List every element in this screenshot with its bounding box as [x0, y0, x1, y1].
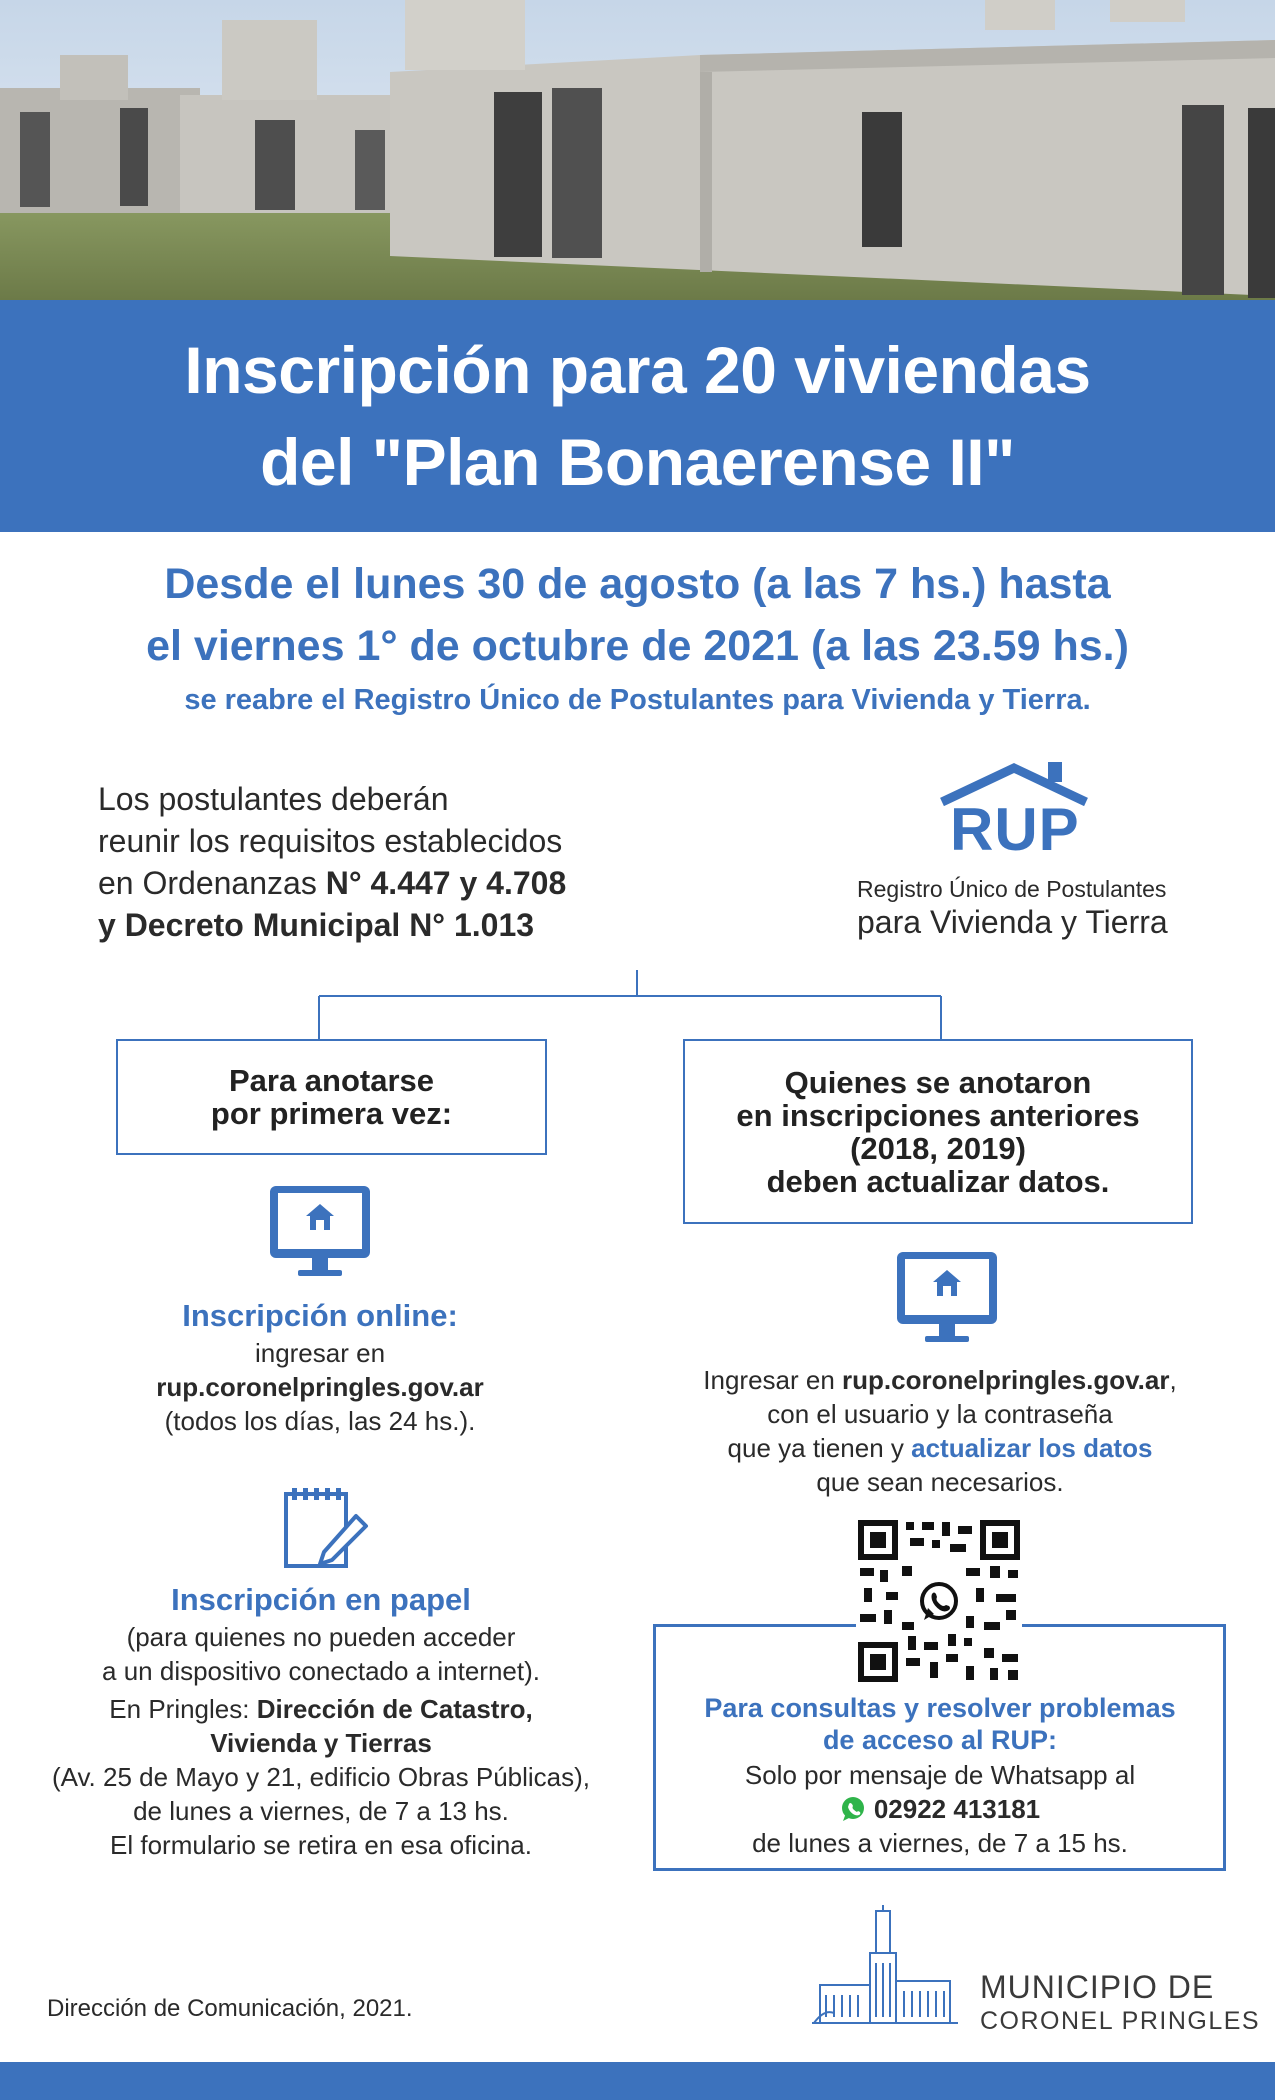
- consult-line-1: Solo por mensaje de Whatsapp al: [744, 1760, 1136, 1790]
- paper-office: Dirección de Catastro,: [256, 1694, 533, 1724]
- municipality-line-2: CORONEL PRINGLES: [980, 2007, 1261, 2035]
- computer-monitor-icon-2: [895, 1250, 999, 1346]
- paper-heading: Inscripción en papel: [171, 1582, 471, 1617]
- municipality-line-1: MUNICIPIO DE: [980, 1969, 1215, 2005]
- online-url-text[interactable]: rup.coronelpringles.gov.ar: [156, 1372, 484, 1402]
- req-line-1: Los postulantes deberán: [98, 781, 449, 817]
- municipal-building-logo: [812, 1905, 962, 2029]
- paper-line-2: a un dispositivo conectado a internet).: [102, 1656, 540, 1686]
- previous-line-3: (2018, 2019): [850, 1130, 1026, 1166]
- paper-line-3a: En Pringles:: [109, 1694, 257, 1724]
- paper-line-4: [38, 1726, 604, 1760]
- dates-line-3: se reabre el Registro Único de Postulantes para Vivienda y Tierra.: [184, 684, 1091, 716]
- online-line-1: ingresar en: [254, 1338, 386, 1368]
- previous-registrants-box: [683, 1039, 1193, 1224]
- update-url[interactable]: rup.coronelpringles.gov.ar: [842, 1365, 1170, 1395]
- first-time-line-2: por primera vez:: [210, 1096, 453, 1131]
- paper-line-6: de lunes a viernes, de 7 a 13 hs.: [133, 1796, 509, 1826]
- req-decree: y Decreto Municipal N° 1.013: [98, 907, 535, 943]
- update-instructions: [660, 1363, 1220, 1499]
- online-line-3: (todos los días, las 24 hs.).: [164, 1406, 476, 1436]
- update-comma: ,: [1169, 1365, 1177, 1395]
- update-line-4: que sean necesarios.: [816, 1467, 1064, 1497]
- consult-phone[interactable]: 02922 413181: [873, 1794, 1041, 1824]
- update-line-1a: Ingresar en: [703, 1365, 843, 1395]
- first-time-box: [116, 1039, 547, 1155]
- bottom-bar: [0, 2062, 1275, 2100]
- computer-monitor-icon: [268, 1184, 372, 1280]
- paper-line-7: El formulario se retira en esa oficina.: [110, 1830, 532, 1860]
- dates-line-1: Desde el lunes 30 de agosto (a las 7 hs.) hasta: [164, 560, 1111, 608]
- update-highlight: actualizar los datos: [911, 1433, 1153, 1463]
- rup-subtitle-2: para Vivienda y Tierra: [857, 904, 1168, 940]
- rup-title: RUP: [950, 796, 1080, 863]
- consult-heading-2: de acceso al RUP:: [822, 1725, 1058, 1755]
- online-url: [98, 1370, 542, 1404]
- req-line-3a: en Ordenanzas: [98, 865, 326, 901]
- municipality-name: [980, 1970, 1260, 2038]
- paper-office-2: Vivienda y Tierras: [210, 1728, 432, 1758]
- update-line-2: con el usuario y la contraseña: [767, 1399, 1113, 1429]
- online-registration: [98, 1296, 542, 1438]
- update-line-3: [660, 1431, 1220, 1465]
- rup-subtitle-1: Registro Único de Postulantes: [857, 876, 1167, 902]
- previous-line-4: deben actualizar datos.: [766, 1163, 1110, 1199]
- notepad-pencil-icon: [282, 1486, 372, 1572]
- req-line-2: reunir los requisitos establecidos: [98, 823, 563, 859]
- previous-line-2: en inscripciones anteriores: [736, 1097, 1140, 1133]
- paper-line-5: (Av. 25 de Mayo y 21, edificio Obras Públicas),: [51, 1762, 591, 1792]
- paper-line-3: [38, 1692, 604, 1726]
- whatsapp-icon: [840, 1796, 866, 1822]
- paper-line-1: (para quienes no pueden acceder: [126, 1622, 516, 1652]
- first-time-line-1: Para anotarse: [228, 1063, 435, 1098]
- qr-code-icon[interactable]: [856, 1518, 1022, 1684]
- previous-line-1: Quienes se anotaron: [784, 1064, 1092, 1100]
- consult-text: [660, 1692, 1220, 1860]
- consult-phone-row: [660, 1792, 1220, 1826]
- update-line-1: [660, 1363, 1220, 1397]
- req-ordinances: N° 4.447 y 4.708: [325, 865, 567, 901]
- dates-line-2: el viernes 1° de octubre de 2021 (a las 23.59 hs.): [146, 622, 1129, 670]
- paper-registration: [38, 1580, 604, 1862]
- consult-hours: de lunes a viernes, de 7 a 15 hs.: [752, 1828, 1128, 1858]
- footer-credit: Dirección de Comunicación, 2021.: [47, 1995, 413, 2022]
- update-line-3a: que ya tienen y: [727, 1433, 912, 1463]
- online-heading: Inscripción online:: [182, 1298, 458, 1333]
- title-line-2: del "Plan Bonaerense II": [260, 425, 1015, 499]
- title-line-1: Inscripción para 20 viviendas: [184, 333, 1091, 407]
- consult-heading-1: Para consultas y resolver problemas: [704, 1693, 1176, 1723]
